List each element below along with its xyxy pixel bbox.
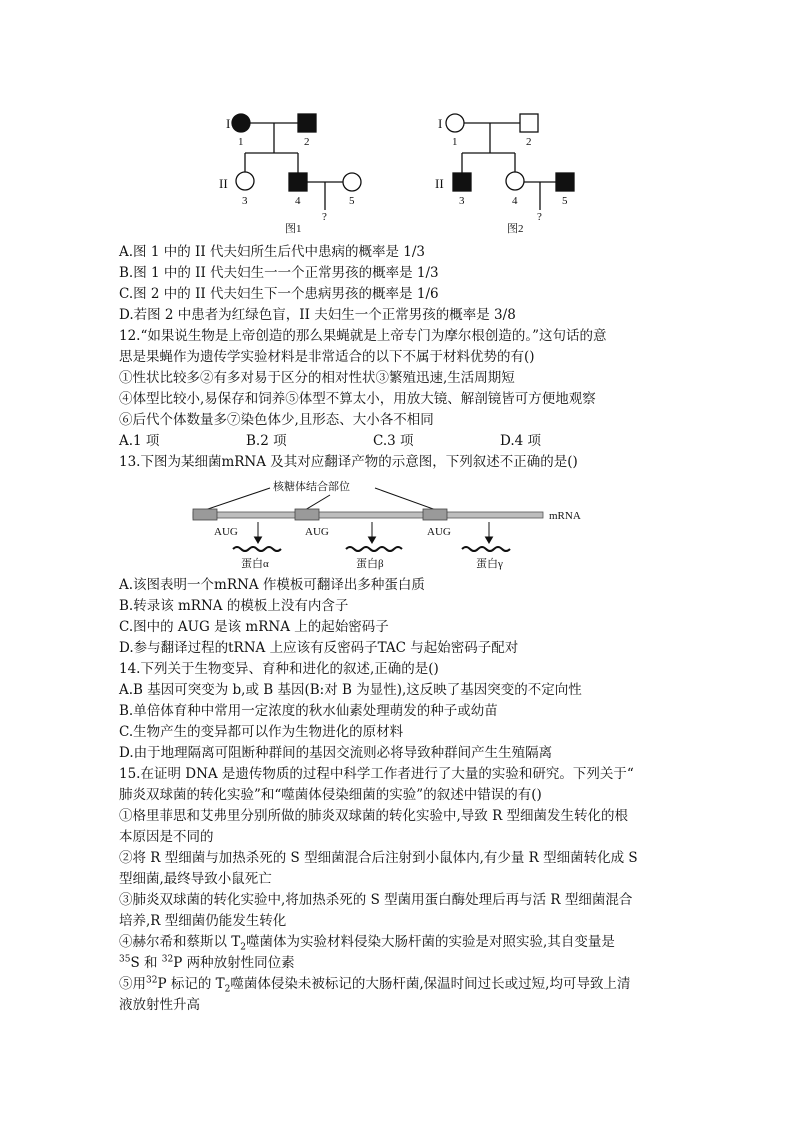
q15-item1-line2: 本原因是不同的 <box>119 829 214 845</box>
q14-option-b: B.单倍体育种中常用一定浓度的秋水仙素处理萌发的种子或幼苗 <box>119 703 498 719</box>
protein-beta-wave <box>346 547 402 551</box>
svg-text:II: II <box>435 176 444 191</box>
mrna-diagram <box>0 473 794 573</box>
q12-items-line2: ④体型比较小,易保存和饲养⑤体型不算太小，用放大镜、解剖镜皆可方便地观察 <box>119 391 596 407</box>
pedigree-fig2 <box>435 114 574 235</box>
fig2-caption: 图2 <box>507 223 524 235</box>
binding-site-2 <box>295 509 319 520</box>
q13-option-c: C.图中的 AUG 是该 mRNA 上的起始密码子 <box>119 619 389 635</box>
q13-option-d: D.参与翻译过程的tRNA 上应该有反密码子TAC 与起始密码子配对 <box>119 640 519 656</box>
q12-stem-line2: 思是果蝇作为遗传学实验材料是非常适合的以下不属于材料优势的有() <box>119 349 535 365</box>
fig1-II3-normal-female <box>236 172 254 190</box>
pedigree-figures <box>0 0 794 240</box>
q12-options <box>119 432 679 451</box>
aug-label-3: AUG <box>427 526 451 538</box>
svg-text:I: I <box>438 116 443 131</box>
svg-text:2: 2 <box>526 136 532 148</box>
svg-text:3: 3 <box>459 195 465 207</box>
fig2-II5-affected-male <box>556 173 574 191</box>
fig1-II5-normal-female <box>343 173 361 191</box>
mrna-strand <box>193 512 543 518</box>
mrna-label: mRNA <box>549 510 581 522</box>
q12-option-b: B.2 项 <box>246 433 287 449</box>
fig2-II3-affected-male <box>453 173 471 191</box>
aug-label-1: AUG <box>214 526 238 538</box>
q15-stem-line2: 肺炎双球菌的转化实验”和“噬菌体侵染细菌的实验”的叙述中错误的有() <box>119 787 542 803</box>
svg-text:1: 1 <box>238 136 244 148</box>
protein-beta-label: 蛋白β <box>356 558 384 570</box>
svg-text:?: ? <box>322 211 327 223</box>
svg-text:1: 1 <box>452 136 458 148</box>
q15-item4-line2: $^{35}$S 和 $^{32}$P 两种放射性同位素 <box>119 954 295 971</box>
svg-text:4: 4 <box>295 195 301 207</box>
arrow-2 <box>369 537 376 543</box>
binding-site-3 <box>423 509 447 520</box>
arrow-1 <box>255 537 262 543</box>
protein-alpha-label: 蛋白α <box>241 558 269 570</box>
fig1-I1-affected-female <box>232 114 250 132</box>
q14-option-d: D.由于地理隔离可阻断种群间的基因交流则必将导致种群间产生生殖隔离 <box>119 745 553 761</box>
q12-option-a: A.1 项 <box>119 433 160 449</box>
pointer-line-1 <box>205 488 270 510</box>
ribosome-binding-site-label: 核糖体结合部位 <box>273 481 350 493</box>
svg-text:3: 3 <box>242 195 248 207</box>
fig1-II4-affected-male <box>289 173 307 191</box>
q14-stem: 14.下列关于生物变异、育种和进化的叙述,正确的是() <box>119 661 439 677</box>
q11-option-c: C.图 2 中的 II 代夫妇生下一个患病男孩的概率是 1/6 <box>119 286 439 302</box>
q15-item2-line2: 型细菌,最终导致小鼠死亡 <box>119 871 272 887</box>
q15-item3-line1: ③肺炎双球菌的转化实验中,将加热杀死的 S 型菌用蛋白酶处理后再与活 R 型细菌混合 <box>119 892 633 908</box>
fig2-II4-normal-female <box>506 172 524 190</box>
protein-gamma-wave <box>462 547 510 551</box>
q11-option-d: D.若图 2 中患者为红绿色盲，II 夫妇生一个正常男孩的概率是 3/8 <box>119 307 516 323</box>
q11-option-a: A.图 1 中的 II 代夫妇所生后代中患病的概率是 1/3 <box>119 244 425 260</box>
fig1-caption: 图1 <box>285 223 302 235</box>
q14-option-a: A.B 基因可突变为 b,或 B 基因(B:对 B 为显性),这反映了基因突变的不定向性 <box>119 682 582 698</box>
q13-option-b: B.转录该 mRNA 的模板上没有内含子 <box>119 598 349 614</box>
svg-text:?: ? <box>537 211 542 223</box>
svg-text:2: 2 <box>304 136 310 148</box>
q15-item5-line2: 液放射性升高 <box>119 997 200 1013</box>
q13-stem: 13.下图为某细菌mRNA 及其对应翻译产物的示意图，下列叙述不正确的是() <box>119 454 578 470</box>
fig2-I2-normal-male <box>520 114 538 132</box>
binding-site-1 <box>193 509 217 520</box>
q12-option-c: C.3 项 <box>373 433 414 449</box>
q15-item2-line1: ②将 R 型细菌与加热杀死的 S 型细菌混合后注射到小鼠体内,有少量 R 型细菌转化成 S <box>119 850 638 866</box>
q15-item3-line2: 培养,R 型细菌仍能发生转化 <box>119 913 287 929</box>
svg-text:4: 4 <box>512 195 518 207</box>
pedigree-fig1 <box>219 114 361 235</box>
arrow-3 <box>486 537 493 543</box>
q12-items-line1: ①性状比较多②有多对易于区分的相对性状③繁殖迅速,生活周期短 <box>119 370 515 386</box>
q15-item5-line1: ⑤用$^{32}$P 标记的 $T_2$噬菌体侵染未被标记的大肠杆菌,保温时间过长或过短,均可导致上清 <box>119 975 631 995</box>
q15-item4-line1: ④赫尔希和蔡斯以 $T_2$噬菌体为实验材料侵染大肠杆菌的实验是对照实验,其自变量是 <box>119 934 615 953</box>
fig1-gen1-label: I <box>226 116 231 131</box>
q14-option-c: C.生物产生的变异都可以作为生物进化的原材料 <box>119 724 404 740</box>
protein-gamma-label: 蛋白γ <box>476 558 503 570</box>
svg-text:II: II <box>219 176 228 191</box>
pointer-line-3 <box>375 488 436 510</box>
pointer-line-2 <box>305 495 330 510</box>
fig1-I2-affected-male <box>298 114 316 132</box>
q13-option-a: A.该图表明一个mRNA 作模板可翻译出多种蛋白质 <box>119 577 425 593</box>
fig2-I1-normal-female <box>446 114 464 132</box>
q11-option-b: B.图 1 中的 II 代夫妇生一一个正常男孩的概率是 1/3 <box>119 265 439 281</box>
q15-item1-line1: ①格里菲思和艾弗里分别所做的肺炎双球菌的转化实验中,导致 R 型细菌发生转化的根 <box>119 808 629 824</box>
svg-text:5: 5 <box>562 195 568 207</box>
q12-stem-line1: 12.“如果说生物是上帝创造的那么果蝇就是上帝专门为摩尔根创造的。”这句话的意 <box>119 328 607 344</box>
svg-text:5: 5 <box>349 195 355 207</box>
aug-label-2: AUG <box>305 526 329 538</box>
q12-items-line3: ⑥后代个体数量多⑦染色体少,且形态、大小各不相同 <box>119 412 434 428</box>
protein-alpha-wave <box>233 547 281 551</box>
q15-stem-line1: 15.在证明 DNA 是遗传物质的过程中科学工作者进行了大量的实验和研究。下列关于“ <box>119 766 634 782</box>
q12-option-d: D.4 项 <box>500 433 542 449</box>
